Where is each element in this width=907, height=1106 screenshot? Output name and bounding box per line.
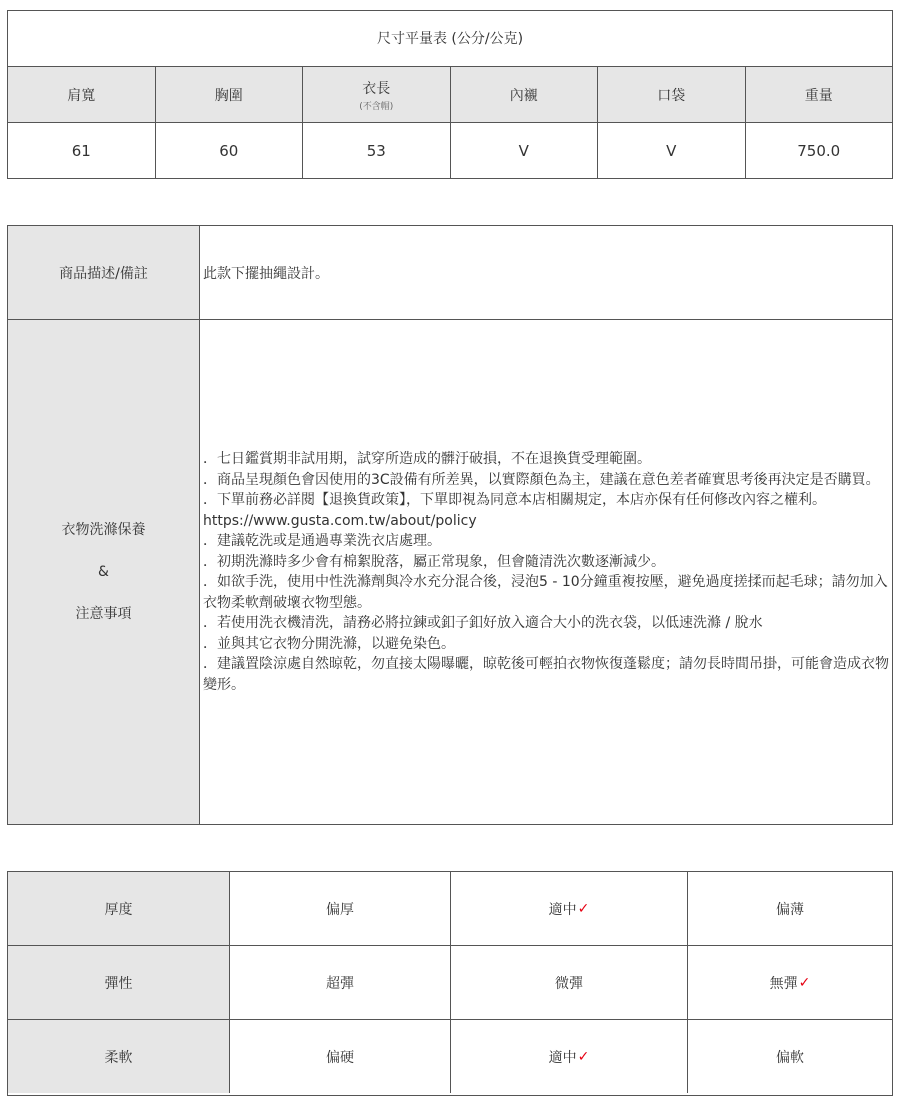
care-label-line: 注意事項 — [75, 606, 132, 622]
property-option-text: 無彈 — [769, 975, 798, 992]
size-header-cell — [598, 67, 746, 122]
care-instruction: ．下單前務必詳閱【退換貨政策】，下單即視為同意本店相關規定，本店亦保有任何修改內容之權利。https://www.gusta.com.tw/about/policy — [203, 492, 826, 529]
size-header-label: 內襯 — [509, 87, 538, 104]
checkmark-icon: ✓ — [798, 974, 811, 991]
size-header-cell — [8, 67, 156, 122]
size-header-cell — [303, 67, 451, 122]
size-value-cell: 61 — [8, 123, 156, 178]
description-text: 此款下擺抽繩設計。 — [203, 265, 329, 282]
care-instruction: ．初期洗滌時多少會有棉絮脫落，屬正常現象，但會隨清洗次數逐漸減少。 — [203, 553, 665, 570]
size-header-label: 衣長 — [362, 80, 391, 97]
property-option-text: 偏薄 — [776, 901, 804, 918]
property-row-softness — [8, 1020, 892, 1093]
size-header-sublabel: (不含帽) — [359, 101, 394, 112]
care-instruction: ．如欲手洗，使用中性洗滌劑與冷水充分混合後，浸泡5 - 10分鐘重複按壓，避免過度搓揉而起毛球；請勿加入衣物柔軟劑破壞衣物型態。 — [203, 574, 888, 611]
size-value-cell: 60 — [156, 123, 304, 178]
care-label-ampersand: & — [98, 564, 109, 580]
care-instruction: ．若使用洗衣機清洗，請務必將拉鍊或釦子釦好放入適合大小的洗衣袋，以低速洗滌 / 脫水 — [203, 615, 763, 631]
care-instruction: ．建議置陰涼處自然晾乾，勿直接太陽曝曬，晾乾後可輕拍衣物恢復蓬鬆度；請勿長時間吊掛，可能會造成衣物變形。 — [203, 656, 889, 693]
property-option-text: 適中 — [548, 1049, 577, 1066]
description-label: 商品描述/備註 — [8, 226, 200, 319]
property-option-text: 偏軟 — [776, 1049, 804, 1066]
size-value-cell: V — [598, 123, 746, 178]
property-option — [230, 946, 451, 1019]
size-value-cell: 750.0 — [797, 141, 841, 160]
property-option — [688, 946, 892, 1019]
property-option — [230, 872, 451, 945]
size-header-label: 重量 — [804, 87, 833, 104]
property-option — [451, 1020, 688, 1093]
size-header-label: 胸圍 — [214, 87, 243, 104]
care-label-line: 衣物洗滌保養 — [61, 522, 146, 538]
size-header-label: 肩寬 — [67, 87, 96, 104]
property-option — [688, 1020, 892, 1093]
size-value-cell: V — [451, 123, 599, 178]
property-option — [451, 872, 688, 945]
size-value-cell: 53 — [303, 123, 451, 178]
property-option — [451, 946, 688, 1019]
property-option-text: 適中 — [548, 901, 577, 918]
property-option-text: 偏硬 — [326, 1049, 354, 1066]
care-instruction: ．建議乾洗或是通過專業洗衣店處理。 — [203, 533, 441, 549]
size-table-title: 尺寸平量表 (公分/公克) — [8, 11, 892, 67]
checkmark-icon: ✓ — [577, 900, 590, 917]
description-table — [7, 225, 893, 825]
care-label — [8, 320, 200, 824]
fabric-properties-table — [7, 871, 893, 1096]
property-label: 厚度 — [8, 872, 230, 945]
size-table — [7, 10, 893, 179]
size-header-cell — [746, 67, 893, 122]
care-content — [200, 320, 892, 824]
checkmark-icon: ✓ — [577, 1048, 590, 1065]
size-header-cell — [156, 67, 304, 122]
property-option-text: 超彈 — [326, 975, 354, 992]
property-label: 彈性 — [8, 946, 230, 1019]
property-label: 柔軟 — [8, 1020, 230, 1093]
size-header-cell — [451, 67, 599, 122]
property-option — [688, 872, 892, 945]
size-header-label: 口袋 — [657, 87, 686, 104]
care-instruction: ．並與其它衣物分開洗滌，以避免染色。 — [203, 635, 455, 652]
property-row-thickness — [8, 872, 892, 946]
care-instruction: ．商品呈現顏色會因使用的3C設備有所差異，以實際顏色為主，建議在意色差者確實思考後再決定是否購買。 — [203, 471, 880, 488]
description-row — [8, 226, 892, 320]
care-row — [8, 320, 892, 824]
property-row-elasticity — [8, 946, 892, 1020]
care-instruction: ．七日鑑賞期非試用期，試穿所造成的髒汙破損，不在退換貨受理範圍。 — [203, 451, 651, 467]
property-option-text: 偏厚 — [326, 901, 354, 918]
care-instructions-list — [203, 449, 890, 695]
property-option — [230, 1020, 451, 1093]
size-header-row — [8, 67, 892, 123]
property-option-text: 微彈 — [555, 975, 583, 992]
size-values-row — [8, 123, 892, 178]
